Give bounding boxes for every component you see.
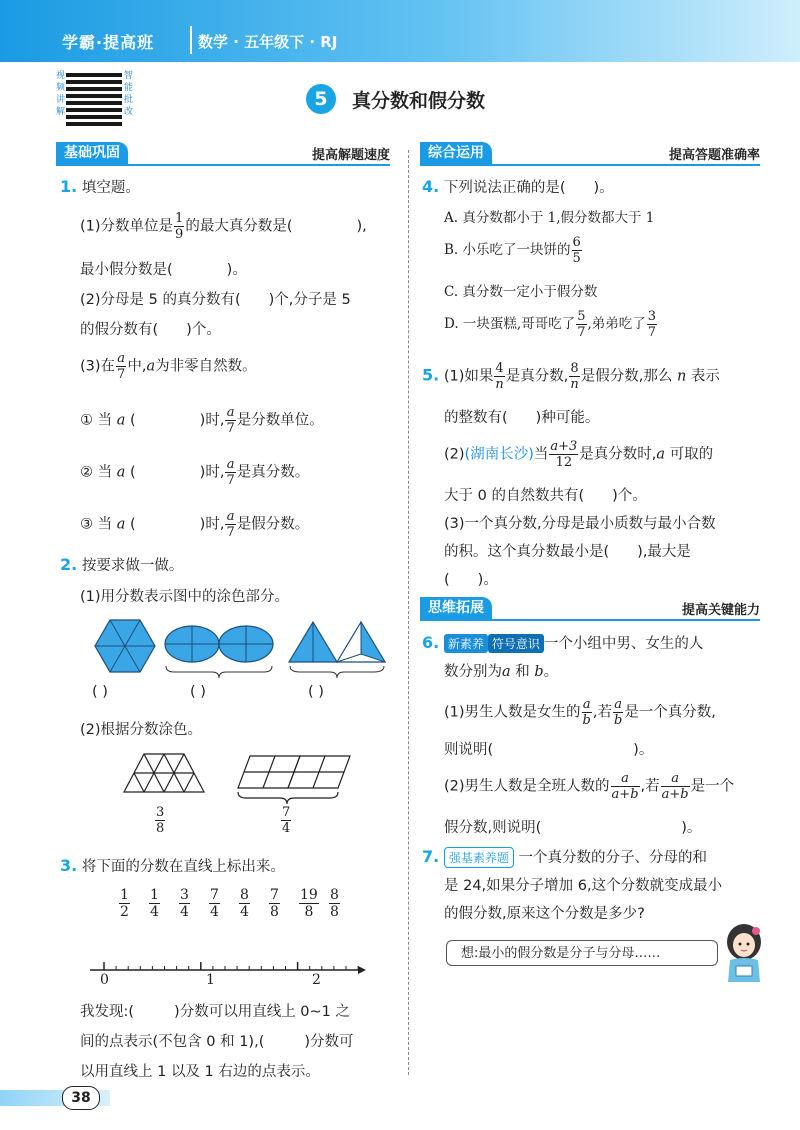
- q1-item2: ② 当 a ( )时, $\frac{a}{7}$ 是真分数。: [80, 457, 310, 488]
- q6-part2: (2)男生人数是全班人数的 $\frac{a}{a+b}$ ,若 $\frac{a}{a+b}$ 是一个: [444, 771, 735, 802]
- q5-part1: 5. (1)如果 $\frac{4}{n}$ 是真分数, $\frac{8}{n}$ 是假分数,那么 n 表示: [422, 361, 720, 392]
- parallelogram-pair: [238, 756, 350, 804]
- q4-option-d[interactable]: D. 一块蛋糕,哥哥吃了 $\frac{5}{7}$ ,弟弟吃了 $\frac{3}{7}$: [444, 309, 657, 340]
- q3-find3: 以用直线上 1 以及 1 右边的点表示。: [80, 1064, 320, 1080]
- q7-stem: 7. 强基素养题 一个真分数的分子、分母的和: [422, 847, 707, 866]
- hint-bubble: 想:最小的假分数是分子与分母……: [446, 940, 718, 966]
- q5-part2: (2)(湖南长沙)当 $\frac{a+3}{12}$ 是真分数时,a 可取的: [444, 439, 714, 470]
- q2-blank-2[interactable]: ( ): [190, 684, 206, 700]
- page-number: 38: [62, 1086, 100, 1110]
- q2-frac-7-4: $\frac{7}{4}$: [282, 805, 291, 836]
- header-banner: [0, 0, 800, 62]
- q1-part1: (1)分数单位是 $\frac{1}{9}$ 的最大真分数是( ),: [80, 211, 367, 242]
- q5-part1b: 的整数有( )种可能。: [444, 410, 600, 426]
- hexagon-figure: [95, 620, 155, 672]
- q3-fraction: $\frac{8}{8}$: [330, 887, 339, 920]
- qr-label-right: 智能批改: [124, 71, 134, 117]
- q2-part1: (1)用分数表示图中的涂色部分。: [80, 589, 290, 605]
- ellipse-figures: [165, 626, 273, 678]
- tag-new-literacy: 新素养: [444, 634, 488, 653]
- q2-stem: 2. 按要求做一做。: [60, 555, 184, 574]
- q3-fraction: $\frac{1}{4}$: [150, 887, 159, 920]
- section-ext-tag: 提高关键能力: [681, 603, 760, 618]
- triangle-figures: [289, 622, 385, 678]
- q6-part2b: 假分数,则说明( )。: [444, 820, 702, 836]
- tag-strong-base: 强基素养题: [444, 847, 514, 868]
- q2-part2: (2)根据分数涂色。: [80, 722, 203, 738]
- q3-find1: 我发现:( )分数可以用直线上 0~1 之: [80, 1004, 351, 1020]
- colouring-figures: [120, 752, 380, 808]
- section-ext-label: 思维拓展: [420, 597, 492, 619]
- q3-fraction: $\frac{1}{2}$: [120, 887, 129, 920]
- q6-stem: 6. 新素养 符号意识 一个小组中男、女生的人: [422, 633, 704, 652]
- q6-part1: (1)男生人数是女生的 $\frac{a}{b}$ ,若 $\frac{a}{b}$ 是一个真分数,: [444, 697, 716, 728]
- qr-code-icon[interactable]: [66, 70, 122, 126]
- tag-symbol-sense: 符号意识: [488, 634, 544, 653]
- q6-part1b: 则说明( )。: [444, 742, 654, 758]
- girl-avatar-icon: [720, 922, 768, 984]
- triangle-strip: [124, 754, 204, 792]
- q1-part3: (3)在 $\frac{a}{7}$ 中,a为非零自然数。: [80, 351, 257, 382]
- tick-2: 2: [312, 972, 321, 988]
- q2-blank-1[interactable]: ( ): [92, 684, 108, 700]
- q1-part1b: 最小假分数是( )。: [80, 262, 247, 278]
- tick-0: 0: [100, 972, 109, 988]
- header-divider: [190, 26, 192, 54]
- q1-item1: ① 当 a ( )时, $\frac{a}{7}$ 是分数单位。: [80, 405, 324, 436]
- q1-stem: 1. 填空题。: [60, 177, 140, 196]
- section-comp: [420, 142, 760, 166]
- column-divider: [408, 150, 409, 1075]
- shaded-figures: [88, 618, 388, 680]
- section-ext: [420, 597, 760, 621]
- section-basic: [56, 142, 390, 166]
- number-line: [88, 958, 368, 988]
- subject-label: 数学 · 五年级下 · RJ: [198, 33, 338, 51]
- page-title: 真分数和假分数: [352, 90, 486, 112]
- q3-fraction: $\frac{8}{4}$: [240, 887, 249, 920]
- q4-stem: 4. 下列说法正确的是( )。: [422, 177, 614, 196]
- q3-find2: 间的点表示(不包含 0 和 1),( )分数可: [80, 1034, 354, 1050]
- q3-fraction: $\frac{7}{8}$: [270, 887, 279, 920]
- q5-part3: (3)一个真分数,分母是最小质数与最小合数: [444, 516, 716, 532]
- q2-frac-3-8: $\frac{3}{8}$: [156, 805, 165, 836]
- q2-blank-3[interactable]: ( ): [308, 684, 324, 700]
- tick-1: 1: [206, 972, 215, 988]
- q5-part3b: 的积。这个真分数最小是( ),最大是: [444, 544, 691, 560]
- q3-fraction: $\frac{7}{4}$: [210, 887, 219, 920]
- q3-fraction: $\frac{19}{8}$: [300, 887, 318, 920]
- q4-option-b[interactable]: B. 小乐吃了一块饼的 $\frac{6}{5}$: [444, 235, 581, 266]
- q5-part3c: ( )。: [444, 572, 498, 588]
- q1-item3: ③ 当 a ( )时, $\frac{a}{7}$ 是假分数。: [80, 509, 310, 540]
- section-basic-label: 基础巩固: [56, 142, 128, 164]
- section-basic-tag: 提高解题速度: [311, 148, 390, 163]
- section-comp-tag: 提高答题准确率: [668, 148, 760, 163]
- q6-stem2: 数分别为a 和 b。: [444, 664, 559, 680]
- q7-line3: 的假分数,原来这个分数是多少?: [444, 906, 645, 922]
- q3-fraction: $\frac{3}{4}$: [180, 887, 189, 920]
- section-comp-label: 综合运用: [420, 142, 492, 164]
- q1-part2: (2)分母是 5 的真分数有( )个,分子是 5: [80, 292, 351, 308]
- brand-title: 学霸·提高班: [62, 33, 155, 52]
- q4-option-c[interactable]: C. 真分数一定小于假分数: [444, 284, 598, 300]
- qr-label-left: 视频讲解: [56, 71, 66, 117]
- q4-option-a[interactable]: A. 真分数都小于 1,假分数都大于 1: [444, 210, 655, 226]
- q7-line2: 是 24,如果分子增加 6,这个分数就变成最小: [444, 878, 723, 894]
- q5-part2b: 大于 0 的自然数共有( )个。: [444, 488, 647, 504]
- q3-stem: 3. 将下面的分数在直线上标出来。: [60, 856, 285, 875]
- lesson-number: 5: [306, 84, 336, 114]
- q1-part2b: 的假分数有( )个。: [80, 322, 221, 338]
